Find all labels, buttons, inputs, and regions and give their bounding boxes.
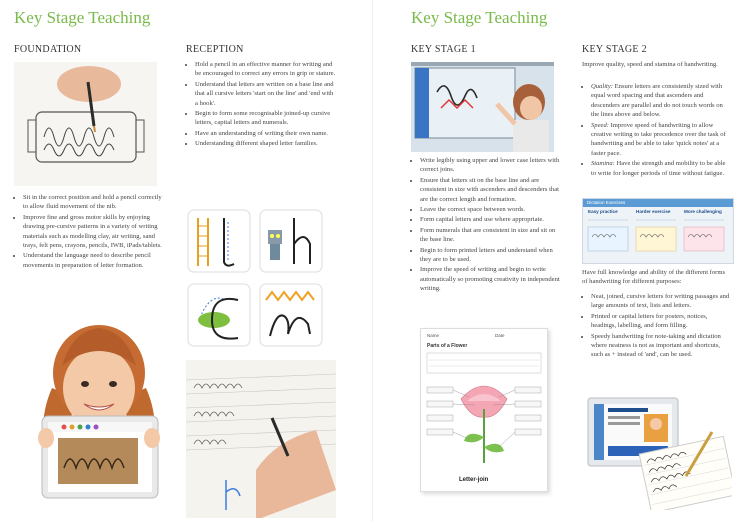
list-item: • Form capital letters and use where appropriate. — [420, 215, 563, 224]
ks1-list — [411, 156, 563, 295]
panel-title: Dictation Exercises — [587, 199, 626, 205]
list-item: • Improve the speed of writing and begin to write automatically so promoting creativity in independent writing. — [420, 265, 563, 293]
list-item: • Quality: Ensure letters are consistently sized with equal word spacing and that ascenders and descenders are parallel and do not touch words on the lines above and below. — [591, 82, 732, 120]
pencil-drawing-photo — [14, 62, 157, 186]
list-item: • Understand the language need to describe pencil movements in preparation of letter formation. — [23, 251, 162, 270]
ks2-intro: Improve quality, speed and stamina of handwriting. — [582, 61, 718, 68]
quality-term: Quality: — [591, 83, 613, 90]
panel-col-easy: Easy practice — [588, 209, 618, 214]
ks2-list-2 — [582, 292, 732, 361]
list-item: • Form numerals that are consistent in size and sit on the base line. — [420, 226, 563, 245]
right-title: Key Stage Teaching — [411, 8, 548, 27]
list-item: • Understanding different shaped letter families. — [195, 139, 336, 148]
letter-families-cards — [186, 208, 332, 348]
ks1-heading: KEY STAGE 1 — [411, 44, 476, 55]
stamina-term: Stamina: — [591, 160, 615, 168]
list-item: • Write legibly using upper and lower case letters with correct joins. — [420, 156, 563, 175]
girl-with-tablet-photo — [24, 318, 174, 518]
list-item: • Hold a pencil in an effective manner for writing and be encouraged to correct any errors in grip or stature. — [195, 60, 336, 79]
list-item: • Leave the correct space between words. — [420, 205, 563, 214]
list-item: • Understand that letters are written on a base line and that all cursive letters 'start on the line' and 'end with a hook'. — [195, 80, 336, 108]
reception-heading: RECEPTION — [186, 44, 244, 55]
ks2-intro-2: Have full knowledge and ability of the different forms of handwriting for different purposes: — [582, 269, 726, 286]
list-item: • Sit in the correct position and hold a pencil correctly to allow fluid movement of the nib. — [23, 193, 162, 212]
list-item: • Improve fine and gross motor skills by enjoying drawing pre-cursive patterns in a variety of writing materials such as modelling clay, air writing, sand trays, felt pens, crayons, pencils, IWB, iPads/tablets. — [23, 213, 162, 251]
list-item: • Speedy handwriting for note-taking and dictation where neatness is not as important and shortcuts, such as + instead of 'and', can be used. — [591, 332, 732, 360]
panel-col-harder: Harder exercise — [636, 209, 671, 214]
list-item: • Neat, joined, cursive letters for writing passages and large amounts of text, lists and letters. — [591, 292, 732, 311]
handwriting-practice-photo — [186, 360, 336, 518]
foundation-list — [14, 193, 162, 271]
foundation-heading: FOUNDATION — [14, 44, 82, 55]
worksheet-date-label: Date — [495, 333, 505, 338]
letter-join-logo: Letter-join — [459, 477, 489, 483]
list-item: • Begin to form some recognisable joined-up cursive letters, capital letters and numerals. — [195, 109, 336, 128]
list-item: • Begin to form printed letters and understand when they are to be used. — [420, 246, 563, 265]
parts-of-a-flower-worksheet — [420, 328, 548, 492]
panel-col-challenging: More challenging — [684, 209, 722, 214]
list-item: • Have an understanding of writing their own name. — [195, 129, 336, 138]
list-item: • Printed or capital letters for posters, notices, headings, labelling, and form filling. — [591, 312, 732, 331]
worksheet-title: Parts of a Flower — [427, 343, 468, 349]
dictation-exercises-panel — [582, 198, 734, 264]
left-title: Key Stage Teaching — [14, 8, 151, 27]
ks2-heading: KEY STAGE 2 — [582, 44, 647, 55]
child-at-whiteboard-photo — [411, 62, 554, 152]
list-item: • Stamina: Have the strength and mobility to be able to write for longer periods of time without fatigue. — [591, 159, 732, 178]
speed-term: Speed: — [591, 121, 609, 129]
list-item: • Speed: Improve speed of handwriting to allow creative writing to take precedence over the task of handwriting and be able to take 'quick notes' at a faster pace. — [591, 121, 732, 159]
ks2-list-1 — [582, 82, 732, 179]
page-divider — [372, 0, 373, 522]
tablet-and-notebook-photo — [586, 392, 732, 510]
list-item: • Ensure that letters sit on the base line and are consistent in size with ascenders and descenders that are the correct length and formation. — [420, 176, 563, 204]
reception-list — [186, 60, 336, 150]
worksheet-name-label: Name — [427, 333, 440, 338]
